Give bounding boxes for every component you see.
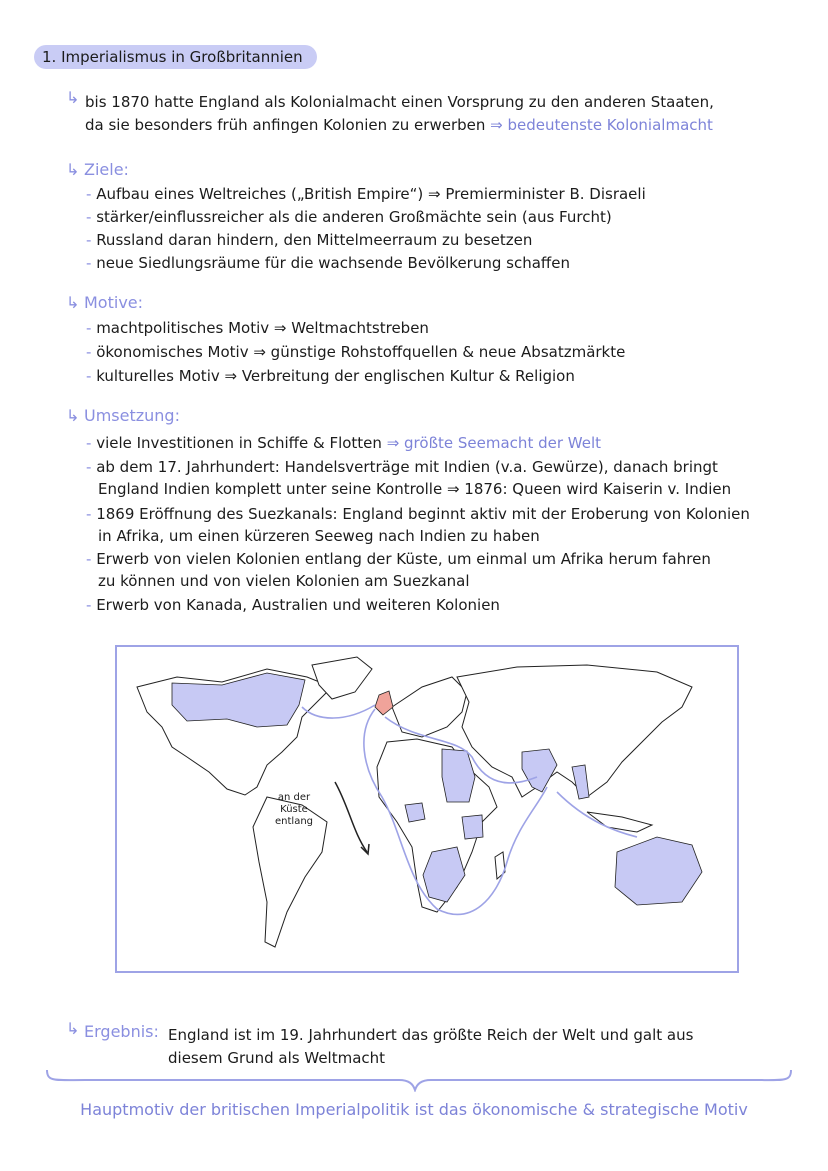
ziele-item-text: Russland daran hindern, den Mittelmeerraum zu besetzen: [96, 231, 533, 249]
map-note-line: an der: [277, 792, 311, 803]
motive-item-text: kulturelles Motiv ⇒ Verbreitung der englischen Kultur & Religion: [96, 367, 575, 385]
motive-item: - machtpolitisches Motiv ⇒ Weltmachtstreben: [86, 319, 429, 337]
umsetzung-item-text: 1869 Eröffnung des Suezkanals: England beginnt aktiv mit der Eroberung von Kolonien: [96, 505, 750, 523]
intro-text: da sie besonders früh anfingen Kolonien zu erwerben: [85, 116, 486, 134]
umsetzung-highlight: ⇒ größte Seemacht der Welt: [386, 434, 602, 452]
map-note-line: Küste: [280, 804, 308, 815]
ziele-item: - Russland daran hindern, den Mittelmeerraum zu besetzen: [86, 231, 533, 249]
umsetzung-item: - viele Investitionen in Schiffe & Flotten ⇒ größte Seemacht der Welt: [86, 434, 602, 452]
intro-line-2: [85, 114, 713, 137]
ziele-item-text: stärker/einflussreicher als die anderen Großmächte sein (aus Furcht): [96, 208, 612, 226]
coast-arrow: [335, 782, 367, 852]
world-map-drawing: [117, 647, 737, 971]
motive-item-text: ökonomisches Motiv ⇒ günstige Rohstoffquellen & neue Absatzmärkte: [96, 343, 626, 361]
arrow-icon: ↳: [66, 406, 80, 425]
ziele-item: - Aufbau eines Weltreiches („British Empire“) ⇒ Premierminister B. Disraeli: [86, 185, 646, 203]
motive-item: - ökonomisches Motiv ⇒ günstige Rohstoffquellen & neue Absatzmärkte: [86, 343, 626, 361]
summary-text: Hauptmotiv der britischen Imperialpolitik ist das ökonomische & strategische Motiv: [80, 1100, 748, 1119]
arrow-icon: ↳: [66, 160, 80, 179]
umsetzung-item-continued: England Indien komplett unter seine Kontrolle ⇒ 1876: Queen wird Kaiserin v. Indien: [98, 480, 732, 498]
australia-colony: [615, 837, 702, 905]
umsetzung-item: - ab dem 17. Jahrhundert: Handelsverträge mit Indien (v.a. Gewürze), danach bringt: [86, 458, 718, 476]
arrow-icon: ↳: [66, 293, 80, 312]
ziele-item: - stärker/einflussreicher als die anderen Großmächte sein (aus Furcht): [86, 208, 612, 226]
umsetzung-item-text: ab dem 17. Jahrhundert: Handelsverträge mit Indien (v.a. Gewürze), danach bringt: [96, 458, 718, 476]
arrow-icon: ↳: [66, 1019, 80, 1038]
ziele-item-text: Aufbau eines Weltreiches („British Empire“) ⇒ Premierminister B. Disraeli: [96, 185, 646, 203]
east-africa-colony: [462, 815, 483, 839]
umsetzung-item-text: viele Investitionen in Schiffe & Flotten: [96, 434, 382, 452]
ziele-heading: Ziele:: [84, 160, 129, 179]
motive-item: - kulturelles Motiv ⇒ Verbreitung der englischen Kultur & Religion: [86, 367, 575, 385]
britain-colony: [375, 691, 393, 715]
ziele-item: - neue Siedlungsräume für die wachsende Bevölkerung schaffen: [86, 254, 570, 272]
madagascar-shape: [495, 852, 505, 879]
egypt-sudan-colony: [442, 749, 475, 802]
umsetzung-item-continued: in Afrika, um einen kürzeren Seeweg nach Indien zu haben: [98, 527, 540, 545]
umsetzung-heading: Umsetzung:: [84, 406, 180, 425]
umsetzung-item: - Erwerb von vielen Kolonien entlang der Küste, um einmal um Afrika herum fahren: [86, 550, 711, 568]
route-to-canada: [302, 705, 375, 718]
ergebnis-label: Ergebnis:: [84, 1022, 159, 1041]
summary-brace: [45, 1068, 793, 1092]
umsetzung-item-text: Erwerb von vielen Kolonien entlang der Küste, um einmal um Afrika herum fahren: [96, 550, 711, 568]
umsetzung-item-continued: zu können und von vielen Kolonien am Suezkanal: [98, 572, 470, 590]
world-map: [115, 645, 739, 973]
nigeria-colony: [405, 803, 425, 822]
intro-highlight: ⇒ bedeutenste Kolonialmacht: [490, 116, 713, 134]
arrow-icon: ↳: [66, 88, 80, 107]
motive-heading: Motive:: [84, 293, 144, 312]
umsetzung-item-text: Erwerb von Kanada, Australien und weiteren Kolonien: [96, 596, 500, 614]
ergebnis-line-1: England ist im 19. Jahrhundert das größte Reich der Welt und galt aus: [168, 1026, 694, 1044]
umsetzung-item: - Erwerb von Kanada, Australien und weiteren Kolonien: [86, 596, 500, 614]
section-title: 1. Imperialismus in Großbritannien: [34, 45, 317, 69]
motive-item-text: machtpolitisches Motiv ⇒ Weltmachtstreben: [96, 319, 429, 337]
map-note-line: entlang: [275, 816, 314, 827]
ergebnis-line-2: diesem Grund als Weltmacht: [168, 1049, 386, 1067]
umsetzung-item: - 1869 Eröffnung des Suezkanals: England beginnt aktiv mit der Eroberung von Kolonien: [86, 505, 750, 523]
ziele-item-text: neue Siedlungsräume für die wachsende Bevölkerung schaffen: [96, 254, 570, 272]
intro-line-1: bis 1870 hatte England als Kolonialmacht einen Vorsprung zu den anderen Staaten,: [85, 93, 714, 111]
map-annotation: [275, 792, 313, 828]
